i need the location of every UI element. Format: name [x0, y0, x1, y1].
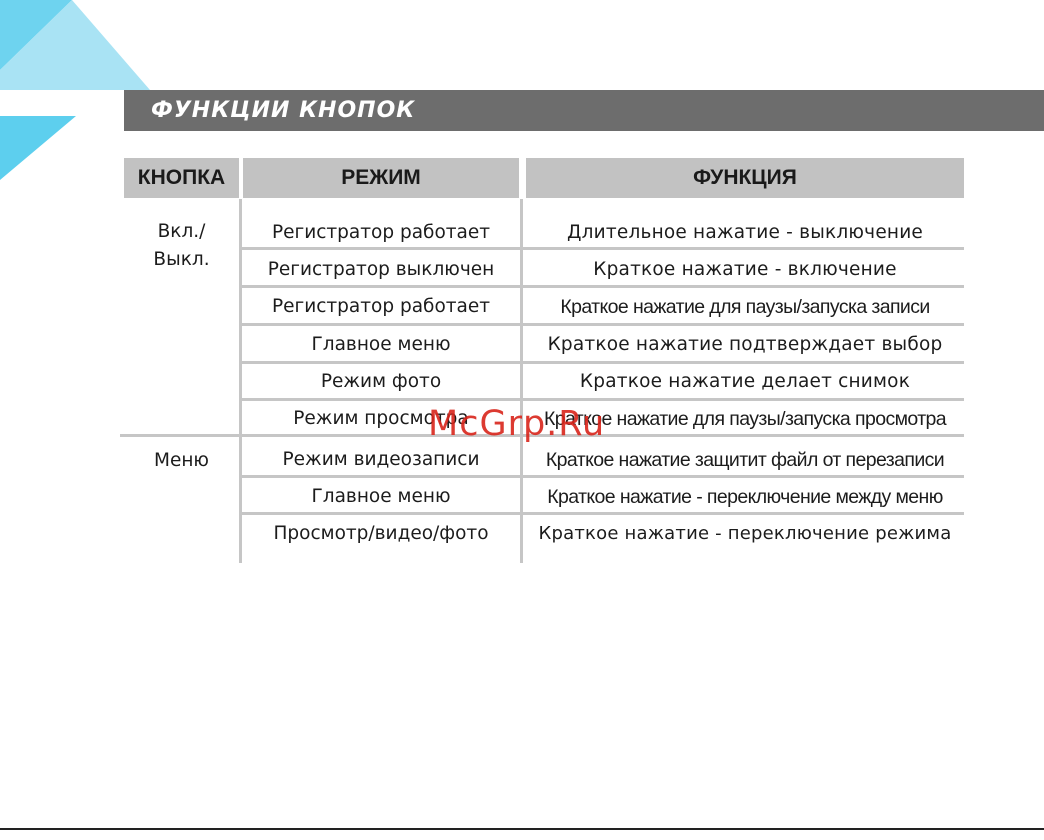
page-title: ФУНКЦИИ КНОПОК [151, 98, 416, 123]
column-divider-left [239, 199, 242, 563]
function-cell: Длительное нажатие - выключение [566, 222, 923, 243]
function-cell: Краткое нажатие делает снимок [579, 371, 911, 392]
header-mode: РЕЖИМ [243, 158, 519, 198]
row-divider [242, 323, 964, 326]
row-divider [242, 398, 964, 401]
mode-cell: Режим видеозаписи [282, 449, 480, 470]
mode-cell: Регистратор работает [271, 296, 491, 317]
row-divider [242, 247, 964, 250]
function-cell: Краткое нажатие - переключение между меню [547, 486, 943, 508]
page-bottom-rule [0, 828, 1044, 830]
mode-cell: Главное меню [311, 486, 451, 507]
mode-cell: Режим просмотра [293, 408, 469, 429]
watermark: McGrp.Ru [428, 404, 606, 444]
title-bar [124, 90, 1044, 131]
function-cell: Краткое нажатие для паузы/запуска просмотра [543, 408, 947, 430]
column-divider-right [520, 199, 523, 563]
function-cell: Краткое нажатие для паузы/запуска записи [560, 296, 930, 318]
mode-cell: Просмотр/видео/фото [273, 523, 489, 544]
row-divider [242, 512, 964, 515]
button-menu: Меню [153, 450, 209, 471]
mode-cell: Режим фото [320, 371, 442, 392]
row-divider [242, 285, 964, 288]
function-cell: Краткое нажатие защитит файл от перезаписи [545, 449, 945, 471]
mode-cell: Регистратор выключен [267, 259, 495, 280]
function-cell: Краткое нажатие - включение [593, 259, 897, 280]
mode-cell: Регистратор работает [271, 222, 491, 243]
row-divider [242, 475, 964, 478]
function-cell: Краткое нажатие - переключение режима [538, 523, 952, 544]
function-cell: Краткое нажатие подтверждает выбор [547, 334, 943, 355]
header-button: КНОПКА [124, 158, 239, 198]
row-divider [242, 361, 964, 364]
mode-cell: Главное меню [311, 334, 451, 355]
header-function: ФУНКЦИЯ [526, 158, 964, 198]
button-power: Вкл./ Выкл. [153, 221, 210, 270]
